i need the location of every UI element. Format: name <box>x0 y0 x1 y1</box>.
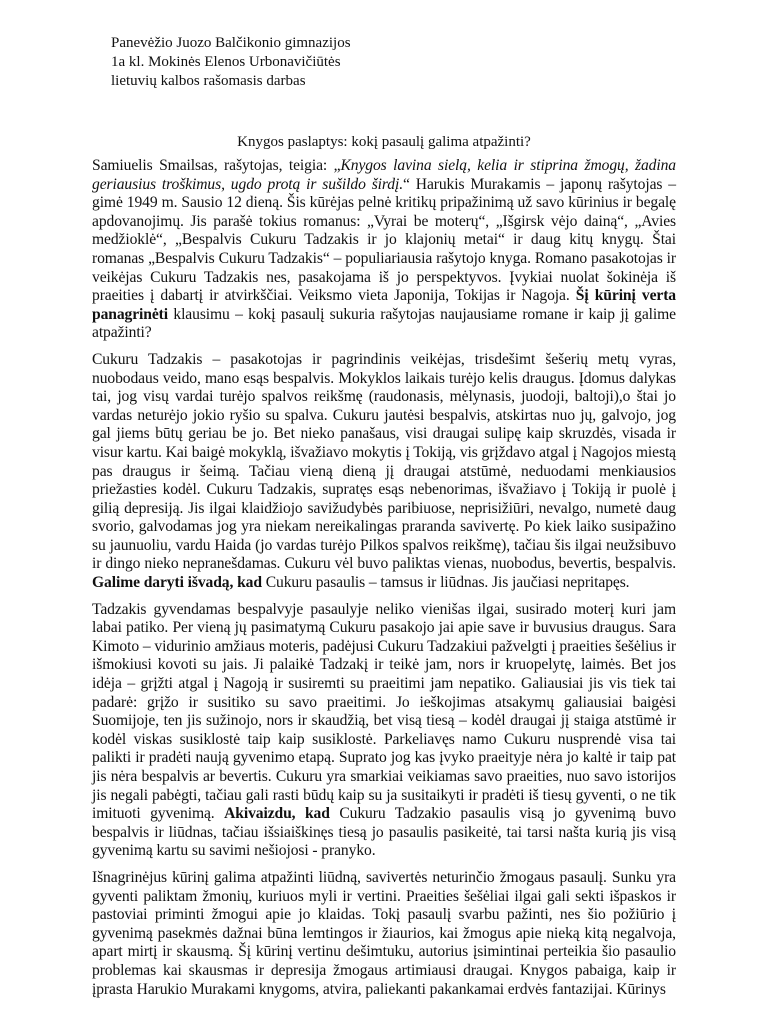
quote-text: Knygos lavina sielą, kelia ir stiprina žmogų, žadina geriausius troškimus, ugdo protą ir sušildo širdį. <box>92 157 676 193</box>
paragraph-4 <box>92 869 676 999</box>
school-name: Panevėžio Juozo Balčikonio gimnazijos <box>111 35 351 51</box>
paragraph-1-end: klausimu – kokį pasaulį sukuria rašytojas naujausiame romane ir kaip jį galime atpažinti? <box>92 305 676 342</box>
emphasis-text: Galime daryti išvadą, kad <box>92 574 262 592</box>
essay-title: Knygos paslaptys: kokį pasaulį galima atpažinti? <box>237 134 531 150</box>
paragraph-3-body: Tadzakis gyvendamas bespalvyje pasaulyje neliko vienišas ilgai, susirado moterį kuri jam labai patiko. Per vieną jų pasimatymą Cukuru pasakojo jai apie save ir buvusius draugus. Sara Kimoto – vidurinio amžiaus moteris, padėjusi Cukuru Tadzakiui pažvelgti į praeities šešėlius ir išmokiusi kovoti su jais. Ji palaikė Tadzakį ir teikė jam, nors ir kruopelytę, laimės. Bet jos idėja – grįžti atgal į Nagoją ir susiremti su praeitimi jam nepatiko. Galiausiai jis vis tiek tai padarė: grįžo ir susitiko su savo praeitimi. Jo ieškojimas atsakymų galiausiai baigėsi Suomijoje, ten jis sužinojo, nors ir skaudžią, bet visą tiesą – kodėl draugai jį staiga atstūmė ir kodėl viskas susiklostė taip kaip susiklostė. Parkeliavęs namo Cukuru nusprendė visa tai palikti ir pradėti naują gyvenimo etapą. Suprato jog kas įvyko praeityje nėra jo kaltė ir taip pat jis nėra bespalvis ar bevertis. Cukuru yra smarkiai veikiamas savo praeities, nuo savo istorijos jis negali pabėgti, tačiau gali rasti būdų kaip su ja susitaikyti ir pradėti iš tiesų gyventi, o ne tik imituoti gyvenimą. <box>92 600 676 823</box>
paragraph-1-body: “ Harukis Murakamis – japonų rašytojas – gimė 1949 m. Sausio 12 dieną. Šis kūrėjas pelnė kritikų pripažinimą už savo kūrinius ir begalę apdovanojimų. Jis parašė tokius romanus: „Vyrai be moterų“, „Išgirsk vėjo dainą“, „Avies medžioklė“, „Bespalvis Cukuru Tadzakis ir jo klajonių metai“ ir daug kitų knygų. Štai romanas „Bespalvis Cukuru Tadzakis“ – populiariausia rašytojo knyga. Romano pasakotojas ir veikėjas Cukuru Tadzakis nes, pasakojama iš jo perspektyvos. Įvykiai nuolat šokinėja iš praeities į dabartį ir atvirkščiai. Veiksmo vieta Japonija, Tokijas ir Nagoja. <box>92 175 676 305</box>
paragraph-1-intro: Samiuelis Smailsas, rašytojas, teigia: „ <box>92 157 341 174</box>
document-header <box>111 34 351 91</box>
paragraph-2-end: Cukuru pasaulis – tamsus ir liūdnas. Jis jaučiasi nepritapęs. <box>261 574 630 592</box>
paragraph-3 <box>92 601 676 861</box>
student-name: 1a kl. Mokinės Elenos Urbonavičiūtės <box>111 54 341 70</box>
paragraph-1 <box>92 157 676 343</box>
essay-body <box>92 157 676 999</box>
paragraph-4-body: Išnagrinėjus kūrinį galima atpažinti liūdną, savivertės neturinčio žmogaus pasaulį. Sunku yra gyventi paliktam žmonių, kuriuos myli ir vertini. Praeities šešėliai ilgai gali sekti išpaskos ir pastoviai priminti žmogui apie jo klaidas. Tokį pasaulį svarbu pažinti, nes šio požiūrio į gyvenimą pasekmės dažnai būna lemtingos ir žiaurios, kai žmogus apie nieką kitą negalvoja, apart mirtį ir skausmą. Šį kūrinį vertinu dešimtuku, autorius įsimintinai perteikia šio pasaulio problemas kai skausmas ir depresija žmogaus artimiausi draugai. Knygos pabaiga, kaip ir įprasta Harukio Murakami knygoms, atvira, paliekanti pakankamai erdvės fantazijai. Kūrinys <box>92 868 676 998</box>
paragraph-3-end: Cukuru Tadzakio pasaulis visą jo gyvenimą buvo bespalvis ir liūdnas, tačiau išsiaiškinęs tiesą jo pasaulis pasikeitė, tai tarsi našta kurią jis visą gyvenimą kartu su savimi nešiojosi - pranyko. <box>92 805 676 860</box>
paragraph-2 <box>92 351 676 593</box>
work-type: lietuvių kalbos rašomasis darbas <box>111 73 306 89</box>
paragraph-2-body: Cukuru Tadzakis – pasakotojas ir pagrindinis veikėjas, trisdešimt šešerių metų vyras, nuobodaus veido, mano esąs bespalvis. Mokyklos laikais turėjo kelis draugus. Įdomus dalykas tai, jog visų vardai turėjo spalvos reikšmę (raudonasis, mėlynasis, juodoji, baltoji),o štai jo vardas neturėjo jokio ryšio su spalva. Cukuru jautėsi bespalvis, atskirtas nuo jų, galvojo, jog gal jiems būtų geriau be jo. Bet nieko panašaus, visi draugai sulipę kaip skruzdės, visada ir visur kartu. Kai baigė mokyklą, išvažiavo mokytis į Tokiją, vis grįždavo atgal į Nagojos miestą pas draugus ir šeimą. Tačiau vieną dieną jį draugai atstūmė, neduodami menkiausios priežasties kodėl. Cukuru Tadzakis, supratęs esąs nebenorimas, išvažiavo į Tokiją ir puolė į gilią depresiją. Jis ilgai klaidžiojo savižudybės paribiuose, neprisižiūri, nevalgo, numetė daug svorio, galvodamas jog yra niekam nereikalingas praranda savivertę. Po kiek laiko susipažino su jaunuoliu, vardu Haida (jo vardas turėjo Pilkos spalvos reikšmę), tačiau šis ilgai neužsibuvo ir dingo nieko nepranešdamas. Cukuru vėl buvo paliktas vienas, nuobodus, bevertis, bespalvis. <box>92 350 676 573</box>
emphasis-text: Akivaizdu, kad <box>224 805 330 823</box>
emphasis-text: Šį kūrinį verta panagrinėti <box>92 287 676 323</box>
